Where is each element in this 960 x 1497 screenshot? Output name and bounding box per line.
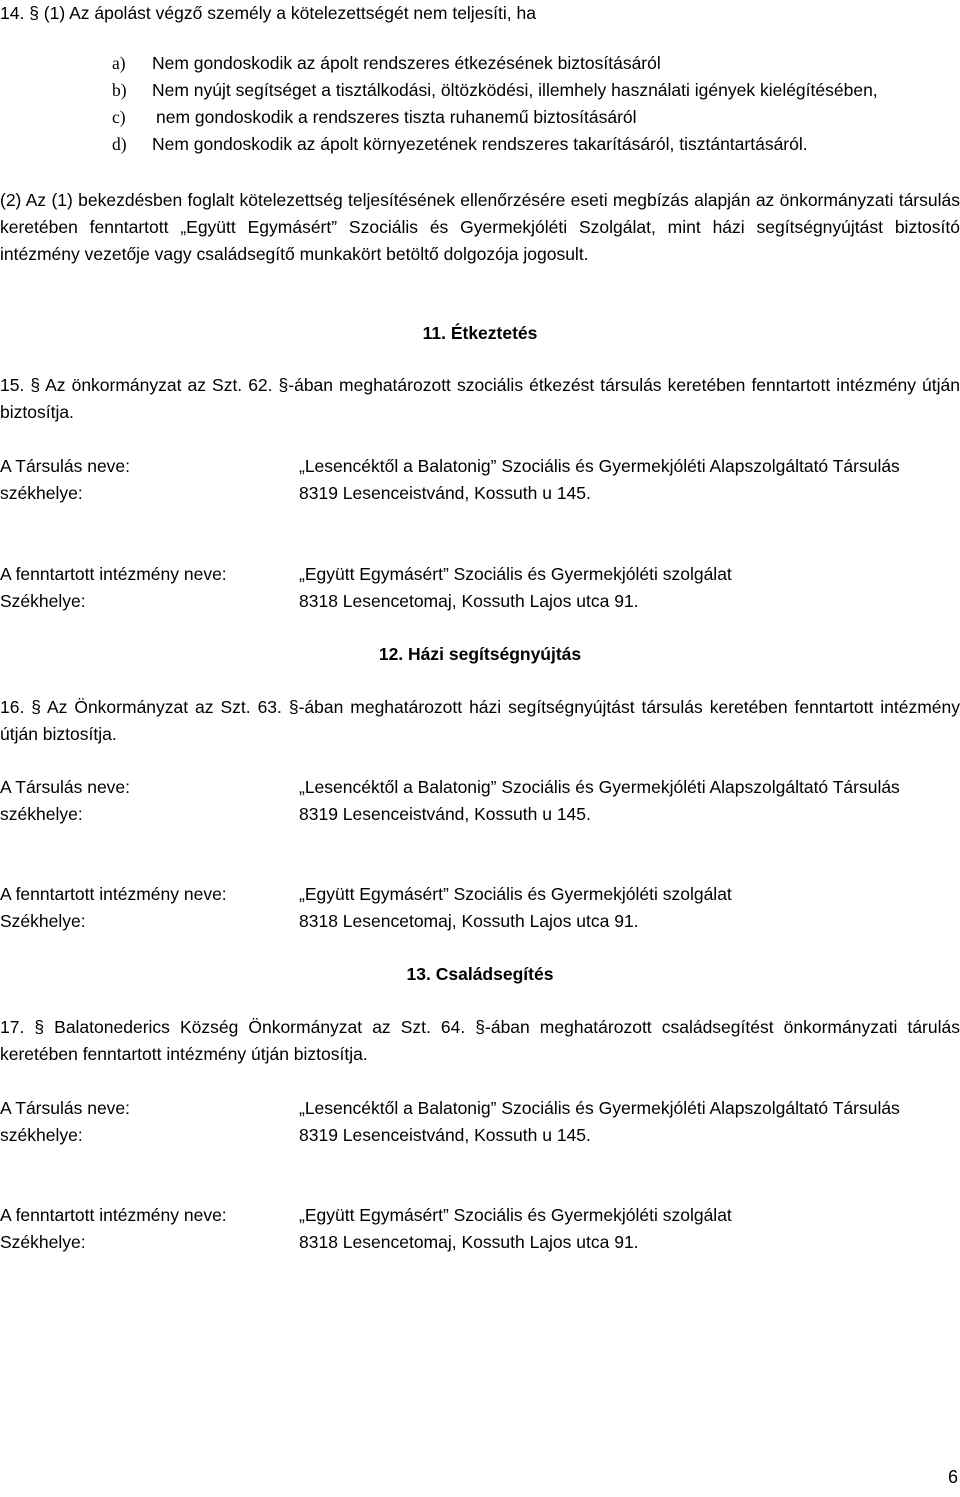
obligation-list [112,50,960,158]
section-heading: 13. Családsegítés [406,964,554,984]
section-14-paragraph-2: (2) Az (1) bekezdésben foglalt kötelezettség teljesítésének ellenőrzésére eseti megbízás alapján az önkormányzati társulás keretében fenntartott „Együtt Egymásért” Szociális és Gyermekjóléti Szolgálat, mint házi segítségnyújtást biztosító intézmény vezetője vagy családsegítő munkakört betöltő dolgozója jogosult. [0,190,960,264]
list-item [112,50,960,77]
institution-block [0,881,960,935]
association-name: „Lesencéktől a Balatonig” Szociális és Gyermekjóléti Alapszolgáltató Társulás [299,1098,900,1118]
section-paragraph: 17. § Balatonederics Község Önkormányzat az Szt. 64. §-ában meghatározott családsegítést önkormányzati tárulás keretében fenntartott intézmény útján biztosítja. [0,1017,960,1064]
section-paragraph: 15. § Az önkormányzat az Szt. 62. §-ában meghatározott szociális étkezést társulás keretében fenntartott intézmény útján biztosítja. [0,375,960,422]
institution-seat: 8318 Lesencetomaj, Kossuth Lajos utca 91. [299,591,639,611]
institution-seat: 8318 Lesencetomaj, Kossuth Lajos utca 91. [299,1232,639,1252]
association-seat: 8319 Lesenceistvánd, Kossuth u 145. [299,483,591,503]
list-item [112,77,960,104]
field-label: Székhelye: [0,911,86,931]
institution-block [0,1202,960,1256]
institution-name: „Együtt Egymásért” Szociális és Gyermekjóléti szolgálat [299,564,732,584]
page-number: 6 [947,1467,958,1487]
institution-name: „Együtt Egymásért” Szociális és Gyermekjóléti szolgálat [299,884,732,904]
institution-name: „Együtt Egymásért” Szociális és Gyermekjóléti szolgálat [299,1205,732,1225]
field-label: Székhelye: [0,1232,86,1252]
list-item-text: Nem nyújt segítséget a tisztálkodási, öltözködési, illemhely használati igények kielégítésében, [152,80,878,100]
list-item-text: Nem gondoskodik az ápolt környezetének rendszeres takarításáról, tisztántartásáról. [152,134,808,154]
section-paragraph: 16. § Az Önkormányzat az Szt. 63. §-ában meghatározott házi segítségnyújtást társulás keretében fenntartott intézmény útján biztosítja. [0,697,960,744]
association-name: „Lesencéktől a Balatonig” Szociális és Gyermekjóléti Alapszolgáltató Társulás [299,456,900,476]
association-seat: 8319 Lesenceistvánd, Kossuth u 145. [299,804,591,824]
list-marker: a) [112,53,126,73]
field-label: székhelye: [0,1125,83,1145]
list-item-text: Nem gondoskodik az ápolt rendszeres étkezésének biztosításáról [152,53,661,73]
list-marker: c) [112,107,126,127]
field-label: székhelye: [0,483,83,503]
list-marker: b) [112,80,127,100]
association-seat: 8319 Lesenceistvánd, Kossuth u 145. [299,1125,591,1145]
section-heading: 12. Házi segítségnyújtás [378,644,582,664]
field-label: A Társulás neve: [0,777,131,797]
association-name: „Lesencéktől a Balatonig” Szociális és Gyermekjóléti Alapszolgáltató Társulás [299,777,900,797]
section-14-intro: 14. § (1) Az ápolást végző személy a kötelezettségét nem teljesíti, ha [0,3,536,23]
field-label: A fenntartott intézmény neve: [0,564,227,584]
list-item [112,131,960,158]
association-block [0,453,960,507]
institution-block [0,561,960,615]
association-block [0,1095,960,1149]
field-label: A fenntartott intézmény neve: [0,1205,227,1225]
association-block [0,774,960,828]
field-label: A Társulás neve: [0,456,131,476]
field-label: A Társulás neve: [0,1098,131,1118]
list-item [112,104,960,131]
section-heading: 11. Étkeztetés [422,323,538,343]
list-marker: d) [112,134,127,154]
institution-seat: 8318 Lesencetomaj, Kossuth Lajos utca 91. [299,911,639,931]
field-label: Székhelye: [0,591,86,611]
field-label: A fenntartott intézmény neve: [0,884,227,904]
list-item-text: nem gondoskodik a rendszeres tiszta ruhanemű biztosításáról [156,107,637,127]
field-label: székhelye: [0,804,83,824]
